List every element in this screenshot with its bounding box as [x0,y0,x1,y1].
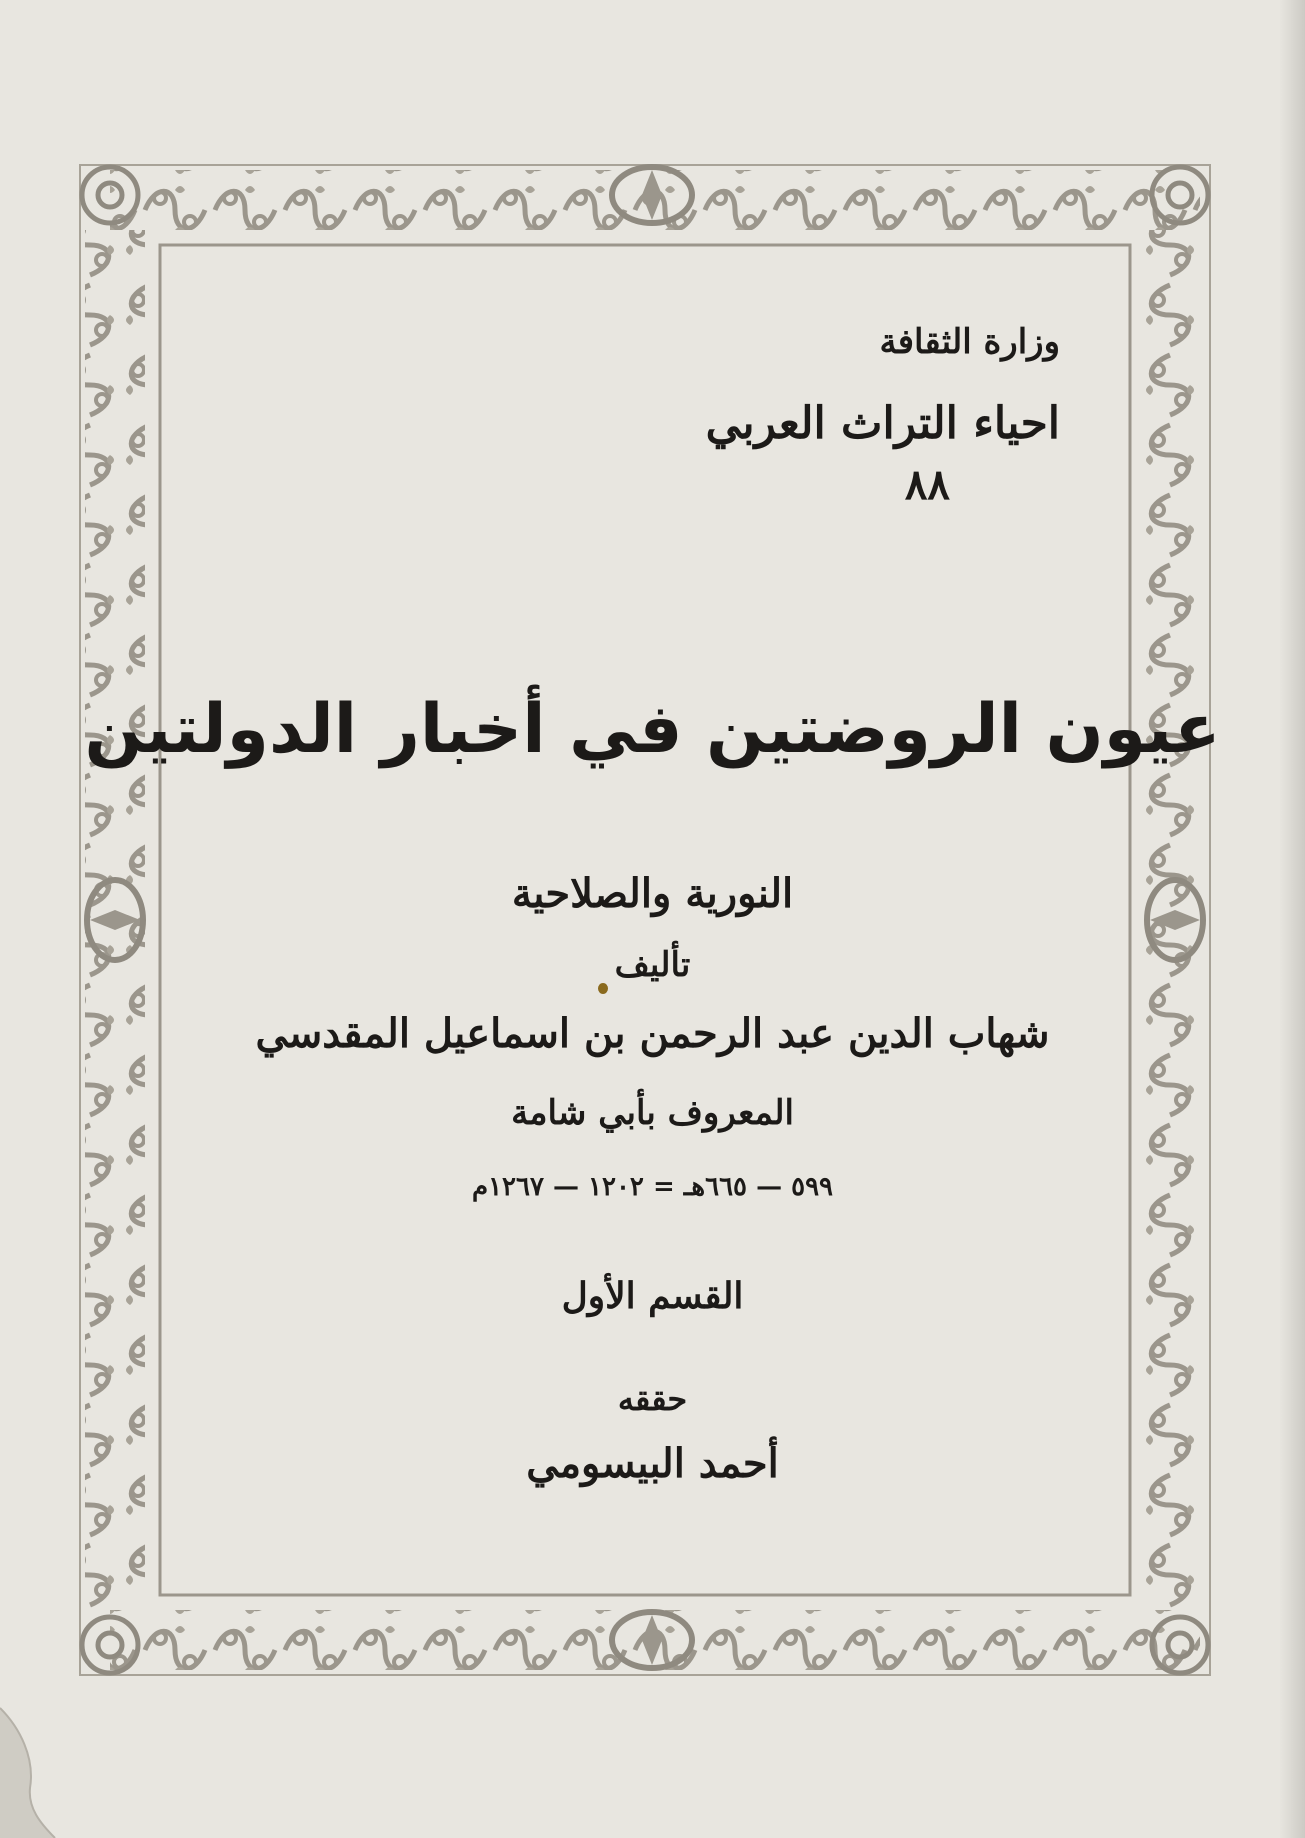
editor-name: أحمد البيسومي [526,1440,779,1487]
worn-corner [0,1688,70,1838]
author-known-as: المعروف بأبي شامة [511,1093,794,1133]
author-name: شهاب الدين عبد الرحمن بن اسماعيل المقدسي [255,1010,1050,1057]
author-dates: ٥٩٩ — ٦٦٥هـ = ١٢٠٢ — ١٢٦٧م [471,1172,834,1202]
series-number: ٨٨ [904,460,950,509]
series-name: احياء التراث العربي [705,398,1060,449]
page-edge-shadow [1279,0,1305,1838]
editor-label: حققه [617,1380,688,1418]
book-subtitle: النورية والصلاحية [511,870,794,917]
ministry-name: وزارة الثقافة [879,322,1060,362]
volume-part: القسم الأول [561,1275,744,1317]
ink-spot [598,983,608,994]
authorship-label: تأليف [614,945,691,985]
book-title: عيون الروضتين في أخبار الدولتين [84,690,1221,769]
